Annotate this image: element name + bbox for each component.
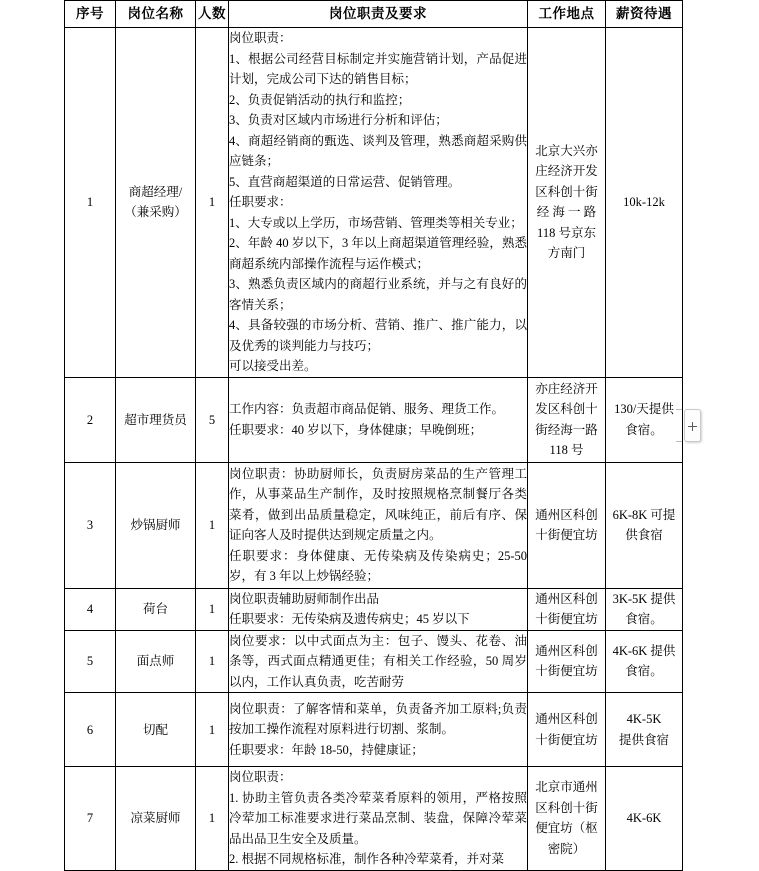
cell-duties [229, 693, 528, 767]
table-row[interactable] [65, 377, 683, 462]
column-header-index: 序号 [65, 1, 116, 28]
cell-position [116, 462, 196, 588]
cell-location [528, 767, 606, 871]
duties-line: 任职要求：年龄 18-50，持健康证； [229, 742, 424, 757]
duties-line: 4、具备较强的市场分析、营销、推广、推广能力，以及优秀的谈判能力与技巧； [229, 318, 527, 353]
duties-line: 3、负责对区域内市场进行分析和评估； [229, 113, 448, 127]
location-line: 方南门 [547, 246, 586, 261]
cell-headcount: 1 [196, 767, 229, 871]
duties-line: 可以接受出差。 [229, 359, 317, 373]
location-line: 北京大兴亦 [535, 143, 598, 158]
position-line: 商超经理/ [128, 185, 183, 200]
duties-line: 3、熟悉负责区域内的商超行业系统，并与之有良好的客情关系； [229, 277, 527, 312]
location-line: 街经海一路 [535, 422, 598, 437]
table-body [65, 28, 683, 871]
cell-headcount: 1 [196, 462, 229, 588]
salary-line: 提供食宿 [618, 732, 669, 747]
location-line: 118 号 [549, 443, 584, 457]
cell-salary [606, 28, 683, 378]
job-positions-table-container [64, 0, 682, 871]
duties-line: 岗位要求：以中式面点为主：包子、馒头、花卷、油条等，西式面点精通更佳；有相关工作经验，50 周岁以内，工作认真负责，吃苦耐劳 [229, 633, 527, 689]
location-line: 十街便宜坊 [535, 528, 598, 542]
cell-salary [606, 377, 683, 462]
salary-line: 食宿。 [625, 664, 663, 679]
column-header-duties: 岗位职责及要求 [229, 1, 528, 28]
cell-location [528, 588, 606, 630]
cell-position [116, 630, 196, 693]
duties-line: 任职要求：无传染病及遗传病史；45 岁以下 [229, 612, 470, 626]
salary-line: 3K-5K 提供 [612, 591, 676, 606]
location-line: 十街便宜坊 [535, 664, 598, 679]
table-row[interactable] [65, 462, 683, 588]
cell-duties [229, 28, 528, 378]
duties-line: 岗位职责辅助厨师制作出品 [229, 591, 380, 606]
duties-line: 岗位职责：了解客情和菜单，负责备齐加工原料;负责按加工操作流程对原料进行切割、浆制。 [229, 701, 527, 737]
cell-duties [229, 767, 528, 871]
cell-salary [606, 630, 683, 693]
cell-salary [606, 462, 683, 588]
cell-index: 7 [65, 767, 116, 871]
location-line: 通州区科创 [535, 712, 598, 726]
location-line: 亦庄经济开 [535, 381, 598, 396]
cell-headcount: 1 [196, 588, 229, 630]
salary-line: 食宿。 [625, 612, 663, 626]
location-line: 区科创十街 [535, 184, 598, 199]
cell-position [116, 767, 196, 871]
cell-duties [229, 630, 528, 693]
table-row[interactable] [65, 767, 683, 871]
duties-line: 2. 根据不同规格标准，制作各种冷荤菜肴，并对菜 [229, 852, 505, 866]
salary-line: 10k-12k [623, 195, 665, 209]
location-line: 经 海 一 路 [536, 205, 597, 220]
table-row[interactable] [65, 693, 683, 767]
duties-line: 任职要求：身体健康、无传染病及传染病史；25-50 岁，有 3 年以上炒锅经验； [229, 548, 527, 583]
duties-line: 2、年龄 40 岁以下，3 年以上商超渠道管理经验，熟悉商超系统内部操作流程与运作模式； [229, 236, 527, 271]
cell-salary [606, 588, 683, 630]
cell-headcount: 1 [196, 630, 229, 693]
duties-line: 2、负责促销活动的执行和监控； [229, 92, 411, 107]
duties-line: 1. 协助主管负责各类冷荤菜肴原料的领用，严格按照冷荤加工标准要求进行菜品烹制、装盘，保障冷荤菜品出品卫生安全及质量。 [229, 790, 527, 846]
cell-index: 3 [65, 462, 116, 588]
location-line: 通州区科创 [535, 643, 598, 658]
location-line: 通州区科创 [535, 591, 598, 606]
table-row[interactable] [65, 588, 683, 630]
duties-line: 任职要求：40 岁以下，身体健康；早晚倒班； [229, 422, 483, 437]
table-edge-marker [676, 409, 682, 410]
duties-line: 1、根据公司经营目标制定并实施营销计划，产品促进计划，完成公司下达的销售目标； [229, 51, 527, 86]
column-header-salary: 薪资待遇 [606, 1, 683, 28]
duties-line: 岗位职责：协助厨师长，负责厨房菜品的生产管理工作，从事菜品生产制作，及时按照规格烹制餐厅各类菜肴，做到出品质量稳定，风味纯正，前后有序、保证向客人及时提供达到规定质量之内。 [229, 466, 527, 542]
duties-line: 任职要求： [229, 195, 292, 209]
cell-duties [229, 462, 528, 588]
cell-location [528, 462, 606, 588]
cell-position [116, 377, 196, 462]
location-line: 庄经济开发 [535, 164, 598, 179]
cell-index: 5 [65, 630, 116, 693]
add-row-button[interactable] [684, 409, 701, 442]
location-line: 发区科创十 [535, 402, 598, 416]
position-line: 荷台 [142, 602, 168, 616]
location-line: 北京市通州 [535, 780, 598, 795]
salary-line: 4K-6K 提供 [612, 643, 676, 658]
cell-headcount: 5 [196, 377, 229, 462]
salary-line: 6K-8K 可提 [612, 507, 676, 522]
cell-position [116, 28, 196, 378]
duties-line: 岗位职责： [229, 770, 292, 784]
cell-location [528, 630, 606, 693]
duties-line: 1、大专或以上学历，市场营销、管理类等相关专业； [229, 215, 523, 230]
duties-line: 岗位职责： [229, 31, 292, 45]
column-header-headcount: 人数 [196, 1, 229, 28]
column-header-location: 工作地点 [528, 1, 606, 28]
location-line: 118 号京东 [537, 225, 596, 240]
position-line: （兼采购） [124, 205, 187, 220]
duties-line: 5、直营商超渠道的日常运营、促销管理。 [229, 174, 461, 189]
position-line: 面点师 [136, 654, 175, 669]
cell-index: 6 [65, 693, 116, 767]
duties-line: 工作内容：负责超市商品促销、服务、理货工作。 [229, 402, 505, 416]
cell-index: 1 [65, 28, 116, 378]
position-line: 凉菜厨师 [130, 811, 181, 826]
location-line: 十街便宜坊 [535, 612, 598, 626]
plus-icon [692, 422, 693, 431]
cell-salary [606, 693, 683, 767]
cell-duties [229, 377, 528, 462]
cell-position [116, 588, 196, 630]
cell-position [116, 693, 196, 767]
location-line: 区科创十街 [535, 800, 598, 815]
salary-line: 4K-6K [626, 811, 662, 825]
salary-line: 130/天提供 [614, 402, 674, 416]
job-positions-table [64, 0, 683, 871]
position-line: 超市理货员 [124, 412, 187, 427]
cell-headcount: 1 [196, 693, 229, 767]
cell-headcount: 1 [196, 28, 229, 378]
salary-line: 4K-5K [626, 712, 662, 726]
location-line: 十街便宜坊 [535, 732, 598, 747]
cell-location [528, 377, 606, 462]
location-line: 通州区科创 [535, 507, 598, 522]
duties-line: 4、商超经销商的甄选、谈判及管理，熟悉商超采购供应链条； [229, 133, 527, 168]
location-line: 密院） [547, 841, 586, 856]
cell-salary [606, 767, 683, 871]
column-header-position: 岗位名称 [116, 1, 196, 28]
location-line: 便宜坊（枢 [535, 821, 598, 836]
table-row[interactable] [65, 630, 683, 693]
table-header-row [65, 1, 683, 28]
table-row[interactable] [65, 28, 683, 378]
salary-line: 供食宿 [625, 528, 663, 542]
position-line: 切配 [142, 722, 168, 737]
table-edge-marker [676, 441, 682, 442]
cell-duties [229, 588, 528, 630]
cell-index: 2 [65, 377, 116, 462]
cell-location [528, 28, 606, 378]
cell-location [528, 693, 606, 767]
cell-index: 4 [65, 588, 116, 630]
position-line: 炒锅厨师 [130, 518, 181, 532]
salary-line: 食宿。 [625, 422, 663, 437]
